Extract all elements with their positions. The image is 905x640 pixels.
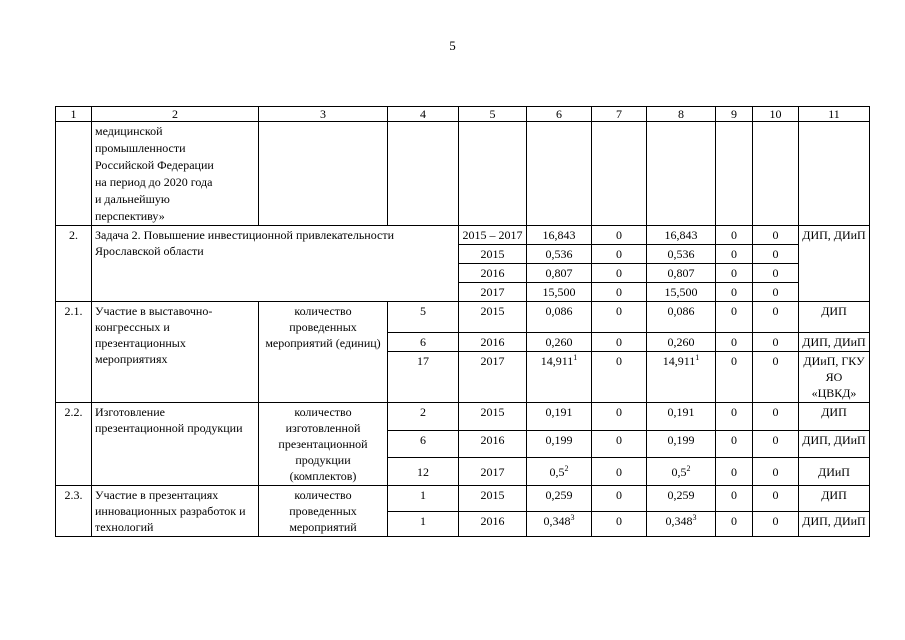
total-cell: 0,260: [527, 333, 592, 352]
year-cell: 2015 – 2017: [459, 226, 527, 245]
federal-cell: 0: [592, 458, 647, 486]
footnote-mark: 2: [564, 463, 569, 473]
total-cell: 0,536: [527, 245, 592, 264]
header-cell: 8: [647, 107, 716, 122]
regional-cell: [647, 352, 716, 403]
header-cell: 10: [753, 107, 799, 122]
regional-cell: 0,199: [647, 430, 716, 458]
regional-cell: 0,260: [647, 333, 716, 352]
continuation-text: [92, 122, 259, 226]
task2-title: Задача 2. Повышение инвестиционной привлекательности Ярославской области: [92, 226, 459, 302]
year-cell: 2016: [459, 511, 527, 537]
executor-cell: ДИП: [799, 403, 870, 431]
regional-cell: [647, 458, 716, 486]
local-cell: 0: [716, 245, 753, 264]
local-cell: 0: [716, 283, 753, 302]
local-cell: 0: [716, 302, 753, 333]
total-cell: 16,843: [527, 226, 592, 245]
local-cell: 0: [716, 458, 753, 486]
continuation-line: на период до 2020 года: [95, 175, 213, 189]
federal-cell: 0: [592, 486, 647, 512]
qty-cell: 1: [388, 511, 459, 537]
other-cell: 0: [753, 226, 799, 245]
header-cell: 3: [259, 107, 388, 122]
item-indicator: количество проведенных мероприятий (единиц): [259, 302, 388, 403]
local-cell: 0: [716, 486, 753, 512]
federal-cell: 0: [592, 430, 647, 458]
total-cell: 0,086: [527, 302, 592, 333]
qty-cell: 17: [388, 352, 459, 403]
federal-cell: 0: [592, 245, 647, 264]
footnote-mark: 1: [695, 353, 700, 362]
header-cell: 4: [388, 107, 459, 122]
item-num: 2.2.: [56, 403, 92, 486]
federal-cell: 0: [592, 333, 647, 352]
other-cell: 0: [753, 333, 799, 352]
header-cell: 1: [56, 107, 92, 122]
item-name: Изготовление презентационной продукции: [92, 403, 259, 486]
header-cell: 6: [527, 107, 592, 122]
value: 0,5: [671, 464, 687, 479]
qty-cell: 5: [388, 302, 459, 333]
continuation-line: перспективу»: [95, 209, 165, 223]
regional-cell: 0,191: [647, 403, 716, 431]
item-indicator: количество проведенных мероприятий: [259, 486, 388, 537]
footnote-mark: 3: [570, 512, 575, 522]
total-cell: 15,500: [527, 283, 592, 302]
local-cell: 0: [716, 430, 753, 458]
other-cell: 0: [753, 302, 799, 333]
year-cell: 2015: [459, 403, 527, 431]
item-name: Участие в выставочно-конгрессных и презентационных мероприятиях: [92, 302, 259, 403]
year-cell: 2015: [459, 486, 527, 512]
total-cell: 0,807: [527, 264, 592, 283]
executor-cell: ДИП, ДИиП: [799, 430, 870, 458]
federal-cell: 0: [592, 511, 647, 537]
item22-row: [56, 403, 870, 431]
page-number: 5: [449, 38, 456, 53]
item-num: 2.1.: [56, 302, 92, 403]
local-cell: 0: [716, 403, 753, 431]
year-cell: 2015: [459, 302, 527, 333]
executor-cell: ДИП: [799, 302, 870, 333]
year-cell: 2016: [459, 264, 527, 283]
total-cell: [527, 511, 592, 537]
header-cell: 7: [592, 107, 647, 122]
regional-cell: 15,500: [647, 283, 716, 302]
total-cell: 0,259: [527, 486, 592, 512]
item21-row: [56, 302, 870, 333]
qty-cell: 2: [388, 403, 459, 431]
value: 14,911: [662, 354, 696, 368]
local-cell: 0: [716, 264, 753, 283]
federal-cell: 0: [592, 283, 647, 302]
total-cell: [527, 352, 592, 403]
other-cell: 0: [753, 430, 799, 458]
other-cell: 0: [753, 403, 799, 431]
year-cell: 2017: [459, 352, 527, 403]
year-cell: 2016: [459, 430, 527, 458]
item-num: 2.3.: [56, 486, 92, 537]
other-cell: 0: [753, 352, 799, 403]
regional-cell: 16,843: [647, 226, 716, 245]
item-indicator: количество изготовленной презентационной продукции (комплектов): [259, 403, 388, 486]
qty-cell: 6: [388, 333, 459, 352]
program-table: [55, 106, 870, 537]
local-cell: 0: [716, 333, 753, 352]
header-cell: 5: [459, 107, 527, 122]
federal-cell: 0: [592, 226, 647, 245]
value: 14,911: [540, 354, 574, 368]
continuation-line: Российской Федерации: [95, 158, 214, 172]
regional-cell: 0,807: [647, 264, 716, 283]
executor-cell: ДИиП, ГКУ ЯО «ЦВКД»: [799, 352, 870, 403]
other-cell: 0: [753, 283, 799, 302]
executor-cell: ДИП, ДИиП: [799, 226, 870, 302]
regional-cell: 0,086: [647, 302, 716, 333]
executor-cell: ДИП: [799, 486, 870, 512]
qty-cell: 1: [388, 486, 459, 512]
total-cell: 0,199: [527, 430, 592, 458]
executor-cell: ДИиП: [799, 458, 870, 486]
task2-row: [56, 226, 870, 245]
continuation-line: медицинской: [95, 124, 163, 138]
total-cell: 0,191: [527, 403, 592, 431]
regional-cell: 0,536: [647, 245, 716, 264]
continuation-row: [56, 122, 870, 226]
continuation-line: промышленности: [95, 141, 186, 155]
year-cell: 2017: [459, 458, 527, 486]
federal-cell: 0: [592, 403, 647, 431]
item-name: Участие в презентациях инновационных разработок и технологий: [92, 486, 259, 537]
value: 0,348: [665, 513, 693, 528]
total-cell: [527, 458, 592, 486]
federal-cell: 0: [592, 302, 647, 333]
continuation-line: и дальнейшую: [95, 192, 170, 206]
other-cell: 0: [753, 245, 799, 264]
item23-row: [56, 486, 870, 512]
header-cell: 9: [716, 107, 753, 122]
qty-cell: 6: [388, 430, 459, 458]
value: 0,5: [549, 464, 565, 479]
year-cell: 2017: [459, 283, 527, 302]
header-cell: 11: [799, 107, 870, 122]
header-row: [56, 107, 870, 122]
other-cell: 0: [753, 264, 799, 283]
year-cell: 2016: [459, 333, 527, 352]
header-cell: 2: [92, 107, 259, 122]
other-cell: 0: [753, 511, 799, 537]
value: 0,348: [543, 513, 571, 528]
qty-cell: 12: [388, 458, 459, 486]
regional-cell: [647, 511, 716, 537]
footnote-mark: 1: [573, 353, 578, 362]
footnote-mark: 3: [692, 512, 697, 522]
federal-cell: 0: [592, 352, 647, 403]
task2-num: 2.: [56, 226, 92, 302]
federal-cell: 0: [592, 264, 647, 283]
executor-cell: ДИП, ДИиП: [799, 333, 870, 352]
executor-cell: ДИП, ДИиП: [799, 511, 870, 537]
local-cell: 0: [716, 226, 753, 245]
year-cell: 2015: [459, 245, 527, 264]
local-cell: 0: [716, 511, 753, 537]
regional-cell: 0,259: [647, 486, 716, 512]
other-cell: 0: [753, 486, 799, 512]
footnote-mark: 2: [686, 463, 691, 473]
local-cell: 0: [716, 352, 753, 403]
other-cell: 0: [753, 458, 799, 486]
